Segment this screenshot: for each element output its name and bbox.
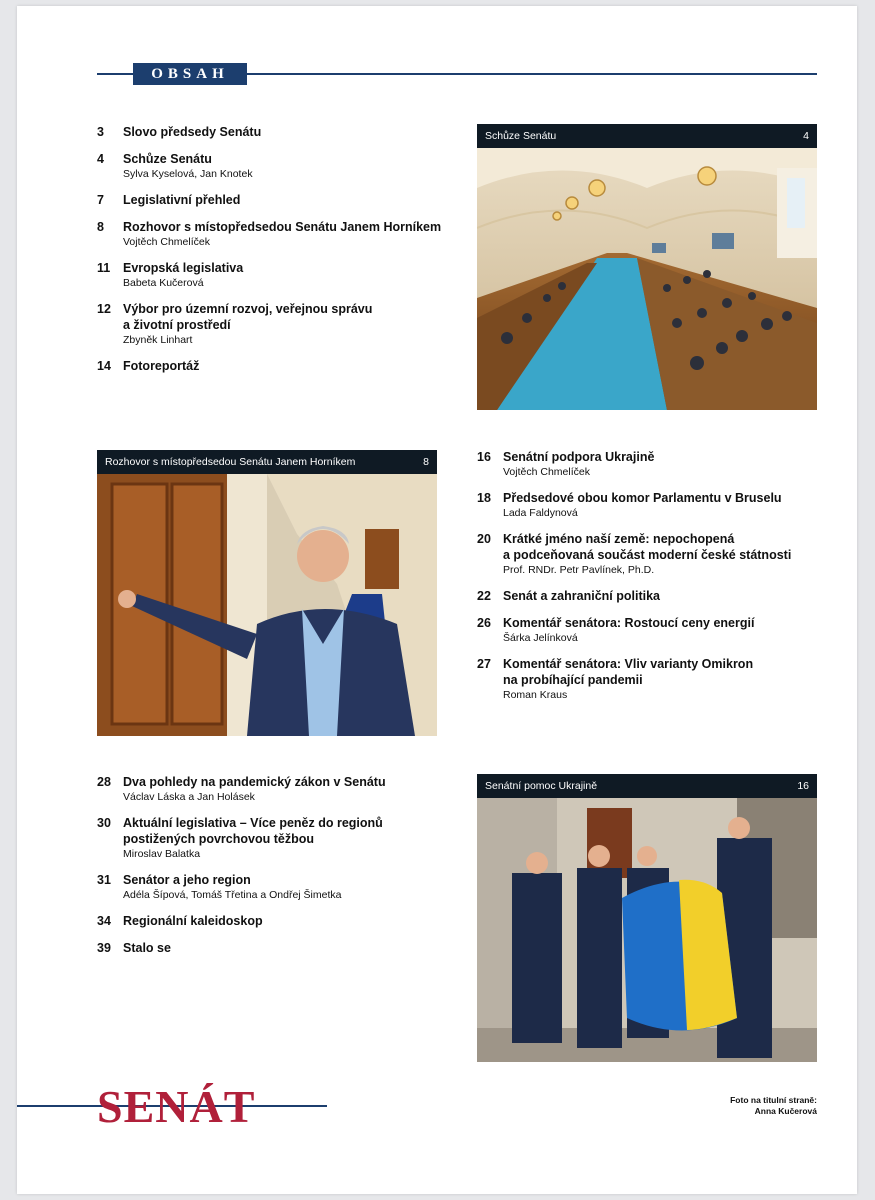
toc-item[interactable] xyxy=(477,531,817,577)
toc-item[interactable] xyxy=(97,913,427,929)
toc-page-number: 31 xyxy=(97,873,111,887)
toc-item[interactable] xyxy=(477,615,817,645)
toc-page-number: 4 xyxy=(97,152,104,166)
photo-page-number: 16 xyxy=(797,780,809,792)
photo-ukraine-support[interactable] xyxy=(477,774,817,1062)
toc-author: Sylva Kyselová, Jan Knotek xyxy=(123,168,253,180)
toc-item[interactable] xyxy=(97,774,427,804)
toc-middle xyxy=(477,449,817,702)
toc-item[interactable] xyxy=(97,940,427,956)
toc-page-number: 7 xyxy=(97,193,104,207)
toc-item[interactable] xyxy=(477,449,817,479)
photo-senate-session[interactable] xyxy=(477,124,817,410)
toc-item[interactable] xyxy=(97,358,427,374)
toc-title: Komentář senátora: Vliv varianty Omikron xyxy=(503,657,754,671)
photo-caption: Schůze Senátu xyxy=(485,130,557,142)
toc-author: Vojtěch Chmelíček xyxy=(123,236,210,248)
cover-photo-credit xyxy=(730,1095,817,1117)
toc-item[interactable] xyxy=(477,656,817,702)
toc-item[interactable] xyxy=(97,219,442,249)
toc-title: Regionální kaleidoskop xyxy=(123,914,263,928)
magazine-page xyxy=(17,6,857,1194)
toc-page-number: 22 xyxy=(477,589,491,603)
toc-title: Rozhovor s místopředsedou Senátu Janem Horníkem xyxy=(123,220,442,234)
toc-page-number: 14 xyxy=(97,359,111,373)
toc-title: Aktuální legislativa – Více peněz do regionů xyxy=(123,816,383,830)
toc-page-number: 11 xyxy=(97,261,111,275)
photo-caption-bar xyxy=(477,774,817,798)
toc-title: Výbor pro územní rozvoj, veřejnou správu xyxy=(123,302,373,316)
toc-title-continued: a životní prostředí xyxy=(123,318,231,332)
toc-author: Miroslav Balatka xyxy=(123,848,201,860)
toc-author: Lada Faldynová xyxy=(503,507,578,519)
toc-author: Babeta Kučerová xyxy=(123,277,204,289)
toc-item[interactable] xyxy=(97,192,427,208)
toc-author: Prof. RNDr. Petr Pavlínek, Ph.D. xyxy=(503,564,655,576)
senat-logo: SENÁT xyxy=(97,1081,256,1132)
photo-caption: Senátní pomoc Ukrajině xyxy=(485,780,598,792)
toc-item[interactable] xyxy=(97,815,427,861)
toc-title: Krátké jméno naší země: nepochopená xyxy=(503,532,735,546)
toc-title: Stalo se xyxy=(123,941,171,955)
toc-author: Roman Kraus xyxy=(503,689,568,701)
toc-title: Senátor a jeho region xyxy=(123,873,251,887)
photo-caption-bar xyxy=(477,124,817,148)
photo-interview[interactable] xyxy=(97,450,437,736)
cover-credit-name: Anna Kučerová xyxy=(754,1106,817,1116)
toc-title: Předsedové obou komor Parlamentu v Bruselu xyxy=(503,491,782,505)
toc-title: Slovo předsedy Senátu xyxy=(123,125,262,139)
toc-author: Šárka Jelínková xyxy=(503,632,578,644)
photo-caption-bar xyxy=(97,450,437,474)
toc-page-number: 16 xyxy=(477,450,491,464)
toc-title: Legislativní přehled xyxy=(123,193,241,207)
toc-page-number: 3 xyxy=(97,125,104,139)
toc-page-number: 27 xyxy=(477,657,491,671)
photo-page-number: 4 xyxy=(803,130,809,142)
toc-title-continued: postižených povrchovou těžbou xyxy=(123,832,314,846)
toc-page-number: 8 xyxy=(97,220,104,234)
interview-portrait-image xyxy=(97,474,437,736)
toc-page-number: 26 xyxy=(477,616,491,630)
toc-page-number: 30 xyxy=(97,816,111,830)
toc-page-number: 12 xyxy=(97,302,111,316)
photo-caption: Rozhovor s místopředsedou Senátu Janem Horníkem xyxy=(105,456,356,468)
toc-item[interactable] xyxy=(97,260,427,290)
toc-title: Evropská legislativa xyxy=(123,261,244,275)
toc-title: Komentář senátora: Rostoucí ceny energií xyxy=(503,616,755,630)
toc-title-continued: na probíhající pandemii xyxy=(503,673,643,687)
toc-item[interactable] xyxy=(477,588,817,604)
toc-top xyxy=(97,124,442,374)
toc-bottom xyxy=(97,774,427,956)
section-title: OBSAH xyxy=(133,63,247,85)
toc-title-continued: a podceňovaná součást moderní české státnosti xyxy=(503,548,792,562)
toc-title: Senátní podpora Ukrajině xyxy=(503,450,655,464)
toc-page-number: 20 xyxy=(477,532,491,546)
photo-page-number: 8 xyxy=(423,456,429,468)
toc-item[interactable] xyxy=(97,301,427,347)
toc-item[interactable] xyxy=(97,151,427,181)
senate-hall-image xyxy=(477,148,817,410)
toc-item[interactable] xyxy=(97,124,427,140)
toc-item[interactable] xyxy=(97,872,427,902)
toc-title: Dva pohledy na pandemický zákon v Senátu xyxy=(123,775,386,789)
toc-author: Adéla Šípová, Tomáš Třetina a Ondřej Šimetka xyxy=(123,889,342,901)
toc-title: Schůze Senátu xyxy=(123,152,212,166)
ukraine-flag-image xyxy=(477,798,817,1062)
toc-author: Václav Láska a Jan Holásek xyxy=(123,791,255,803)
toc-page-number: 28 xyxy=(97,775,111,789)
toc-title: Fotoreportáž xyxy=(123,359,200,373)
toc-item[interactable] xyxy=(477,490,817,520)
toc-page-number: 18 xyxy=(477,491,491,505)
toc-title: Senát a zahraniční politika xyxy=(503,589,660,603)
toc-page-number: 34 xyxy=(97,914,111,928)
cover-credit-label: Foto na titulní straně: xyxy=(730,1095,817,1105)
toc-author: Zbyněk Linhart xyxy=(123,334,193,346)
toc-page-number: 39 xyxy=(97,941,111,955)
toc-author: Vojtěch Chmelíček xyxy=(503,466,590,478)
